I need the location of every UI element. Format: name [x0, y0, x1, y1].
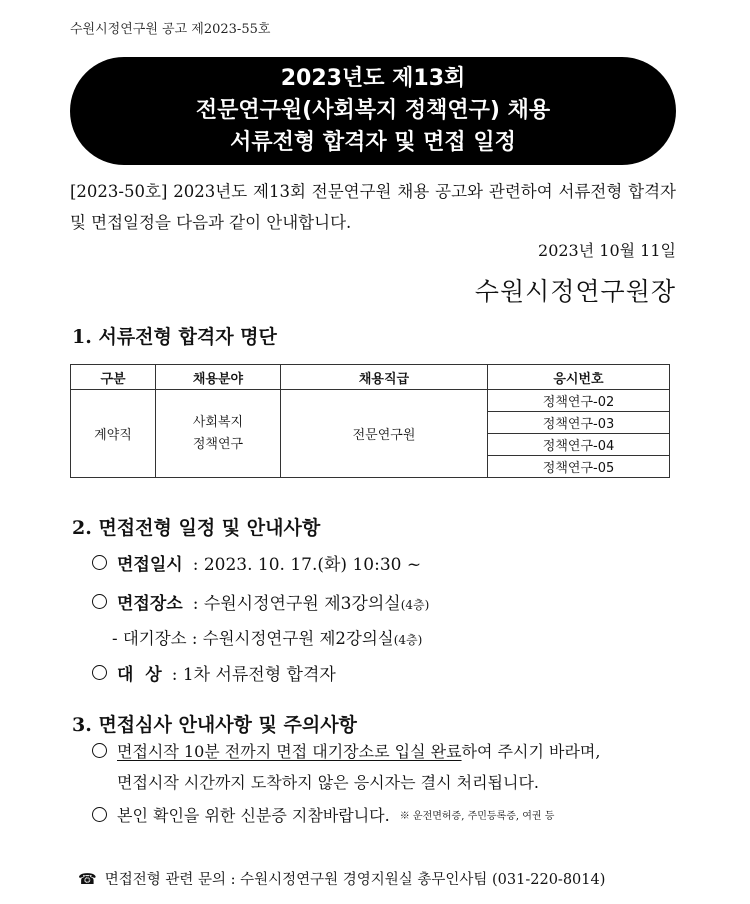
announcement-date: 2023년 10월 11일: [538, 241, 676, 260]
cell-category: 계약직: [71, 390, 156, 478]
target-label: 대 상: [117, 665, 162, 685]
cell-applicant-number: 정책연구-02: [488, 390, 670, 412]
title-line-3: 서류전형 합격자 및 면접 일정: [230, 130, 516, 155]
cell-applicant-number: 정책연구-04: [488, 434, 670, 456]
notice-item-2-note: ※ 운전면허증, 주민등록증, 여권 등: [399, 811, 555, 822]
header-field: 채용분야: [156, 365, 281, 390]
intro-paragraph: [2023-50호] 2023년도 제13회 전문연구원 채용 공고와 관련하여 서류전형 합격자 및 면접일정을 다음과 같이 안내합니다.: [70, 182, 676, 232]
circle-icon: [92, 743, 107, 758]
cell-field: [156, 390, 281, 478]
place-value-wrap: [193, 589, 430, 614]
title-line-2: 전문연구원(사회복지 정책연구) 채용: [195, 98, 551, 123]
cell-grade: 전문연구원: [281, 390, 488, 478]
notice-item-1: [92, 739, 600, 762]
table-header-row: [71, 365, 670, 390]
notice-item-1-underlined: 면접시작 10분 전까지 면접 대기장소로 입실 완료: [117, 742, 462, 761]
header-applicant-number: 응시번호: [488, 365, 670, 390]
field-line-1: 사회복지: [192, 414, 244, 430]
contact-line: [78, 868, 605, 889]
section-3-title: 3. 면접심사 안내사항 및 주의사항: [72, 714, 357, 736]
cell-applicant-number: 정책연구-03: [488, 412, 670, 434]
applicant-table: [70, 364, 670, 478]
notice-item-2-text: 본인 확인을 위한 신분증 지참바랍니다.: [117, 806, 390, 825]
interview-datetime-row: [92, 550, 421, 575]
notice-number: 수원시정연구원 공고 제2023-55호: [70, 22, 271, 37]
target-row: [92, 660, 336, 685]
circle-icon: [92, 594, 107, 609]
waiting-place-text: - 대기장소 : 수원시정연구원 제2강의실: [112, 629, 394, 648]
notice-item-1-line-2: 면접시작 시간까지 도착하지 않은 응시자는 결시 처리됩니다.: [117, 773, 540, 792]
waiting-place-row: [112, 625, 422, 649]
title-banner: [70, 57, 676, 165]
title-line-1: 2023년도 제13회: [280, 66, 466, 91]
place-floor: (4층): [400, 598, 430, 612]
contact-text: 면접전형 관련 문의 : 수원시정연구원 경영지원실 총무인사팀 (031-220-8014): [104, 872, 606, 888]
phone-icon: ☎: [78, 869, 97, 888]
datetime-label: 면접일시: [117, 555, 183, 575]
place-value: : 수원시정연구원 제3강의실: [192, 594, 401, 614]
section-2-title: 2. 면접전형 일정 및 안내사항: [72, 517, 321, 539]
circle-icon: [92, 555, 107, 570]
notice-item-2: [92, 803, 554, 826]
waiting-place-floor: (4층): [393, 633, 423, 647]
interview-place-row: [92, 589, 429, 614]
datetime-value: : 2023. 10. 17.(화) 10:30 ~: [192, 555, 422, 575]
header-grade: 채용직급: [281, 365, 488, 390]
circle-icon: [92, 807, 107, 822]
circle-icon: [92, 665, 107, 680]
notice-item-1-rest: 하여 주시기 바라며,: [461, 742, 601, 761]
notice-item-1-text: [117, 739, 600, 762]
header-category: 구분: [71, 365, 156, 390]
signer: 수원시정연구원장: [474, 277, 676, 306]
table-row: [71, 390, 670, 412]
section-1-title: 1. 서류전형 합격자 명단: [72, 326, 277, 348]
place-label: 면접장소: [117, 594, 183, 614]
field-line-2: 정책연구: [192, 436, 244, 452]
cell-applicant-number: 정책연구-05: [488, 456, 670, 478]
target-value: : 1차 서류전형 합격자: [171, 665, 336, 685]
